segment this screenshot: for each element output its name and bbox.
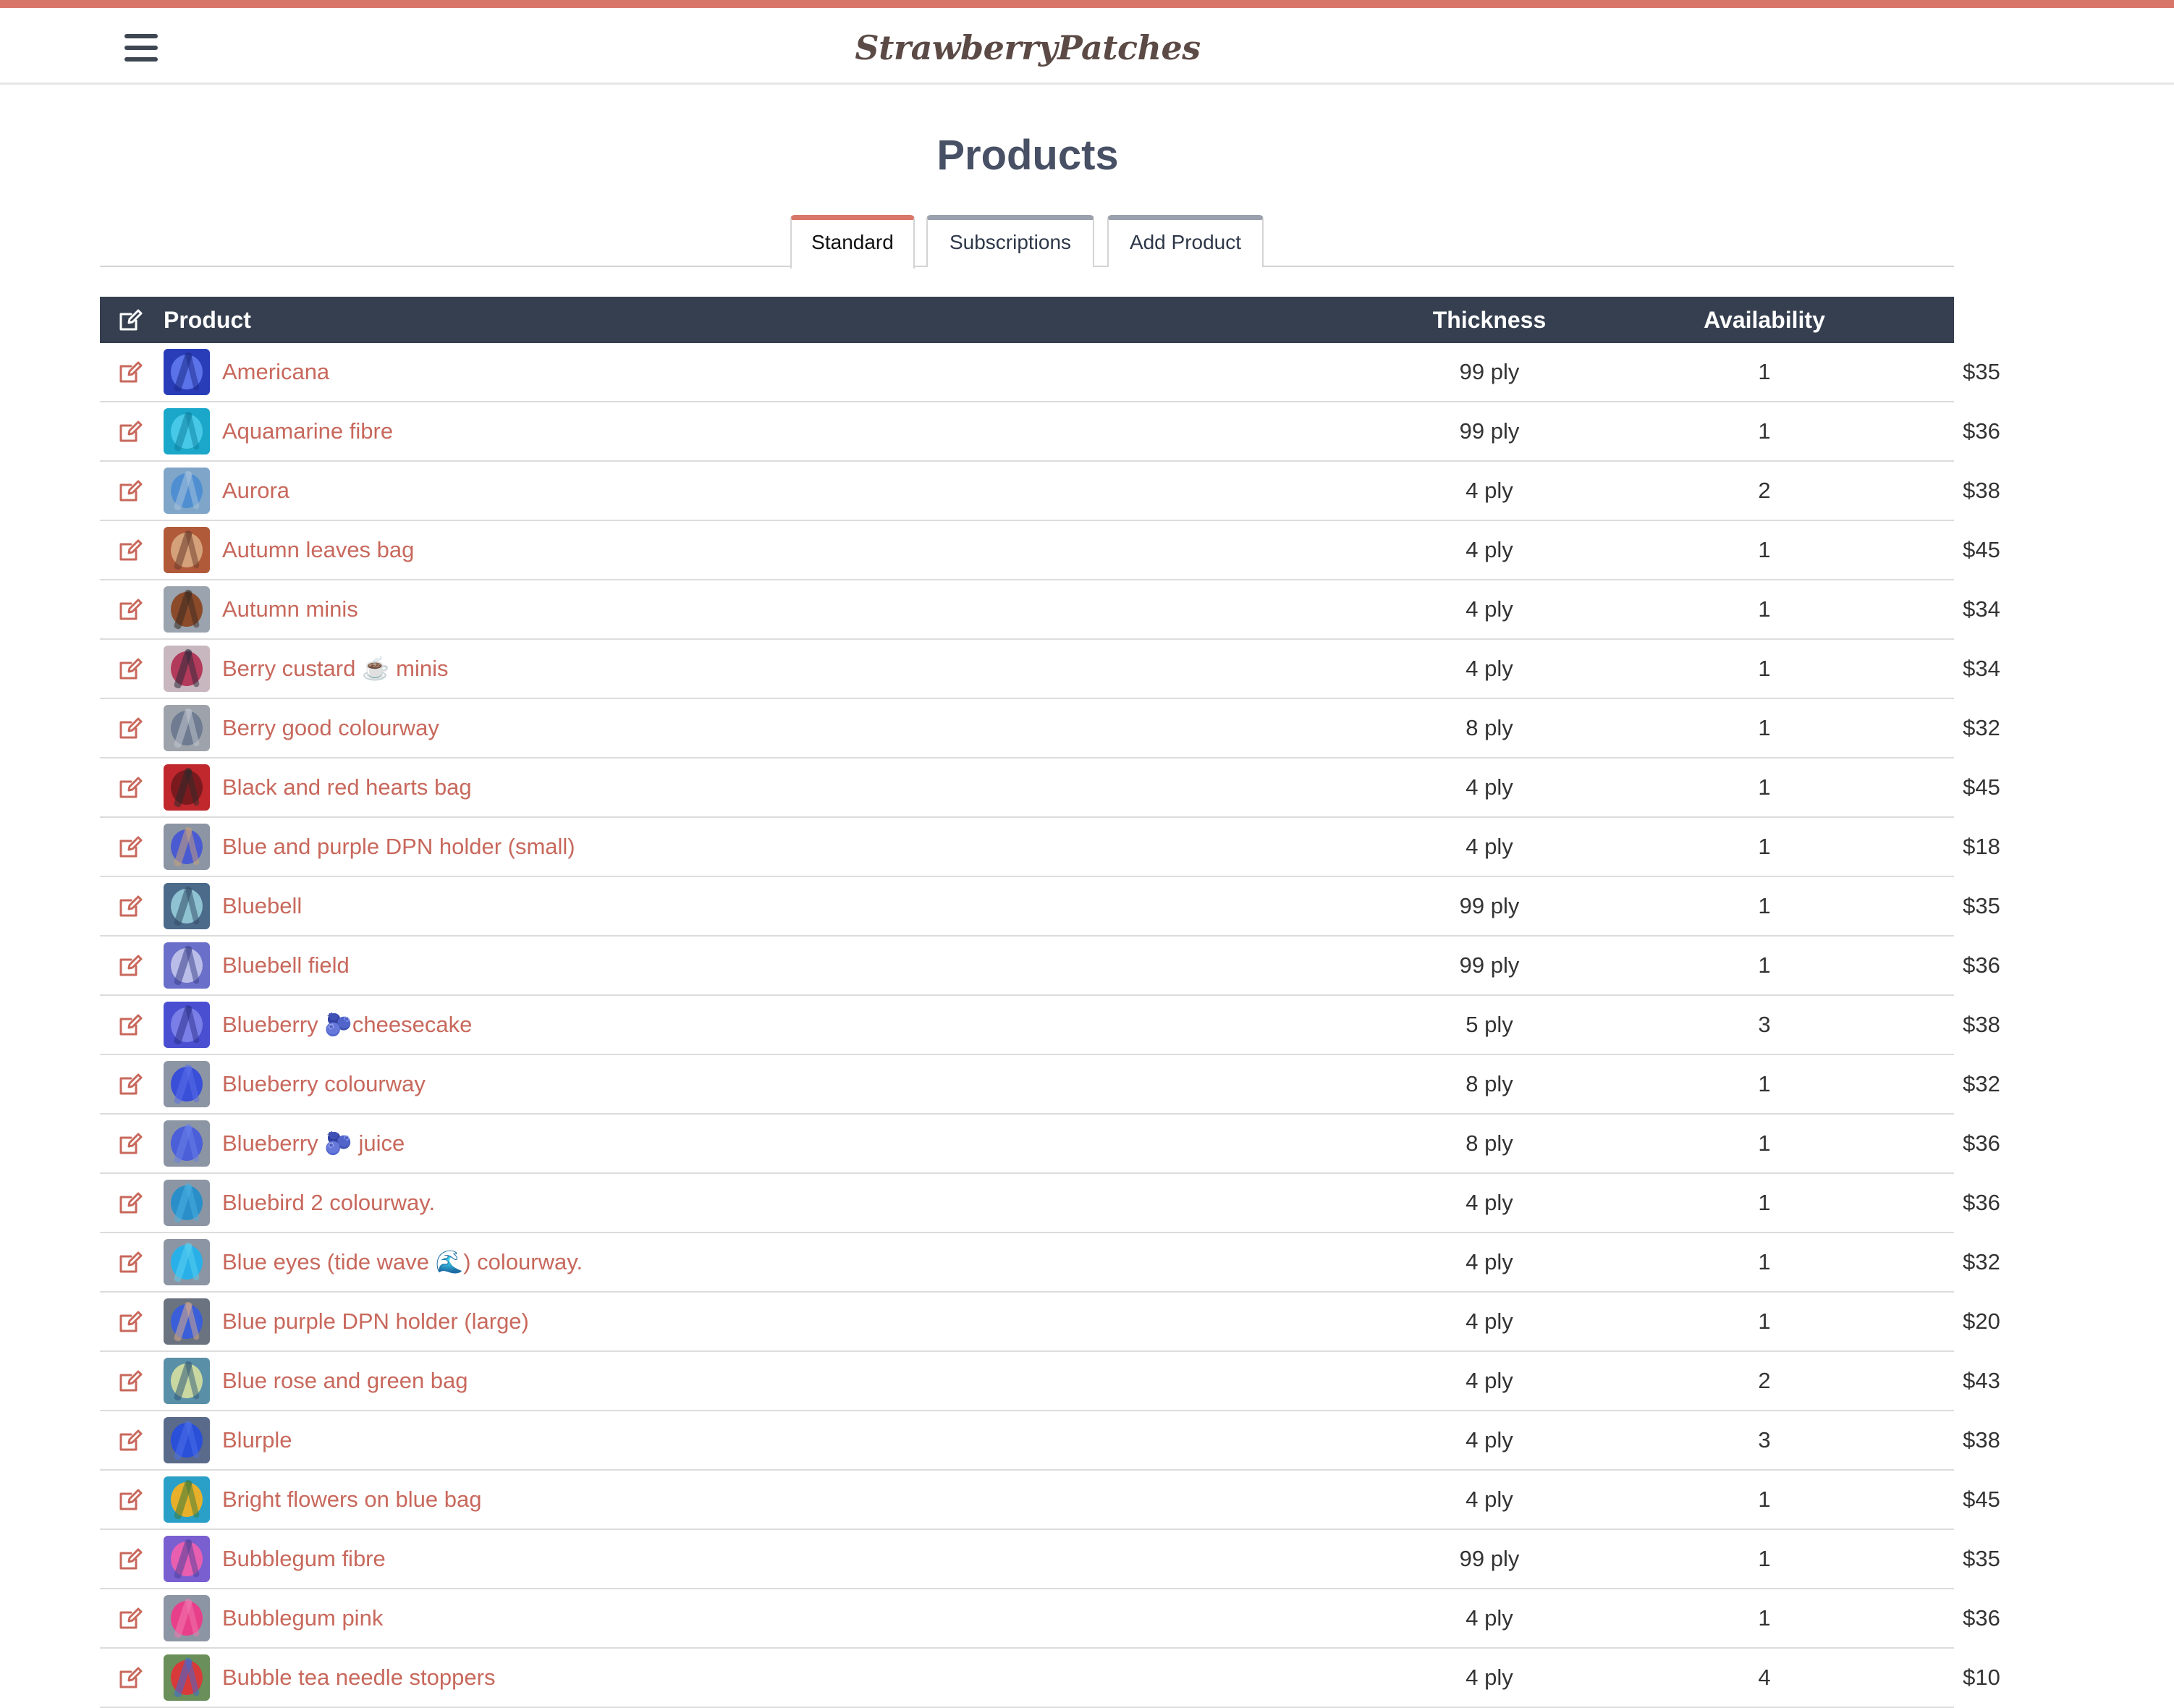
product-name-link[interactable]: Bluebell field xyxy=(222,952,350,978)
price-cell: $43 xyxy=(1963,1368,2000,1393)
thickness-cell: 5 ply xyxy=(1465,1012,1513,1037)
table-row xyxy=(100,1589,2000,1649)
availability-cell: 1 xyxy=(1758,893,1771,918)
tab-standard[interactable]: Standard xyxy=(790,215,915,269)
brand-logo[interactable]: StrawberryPatches xyxy=(855,28,1201,67)
product-thumbnail[interactable] xyxy=(164,349,210,395)
availability-cell: 1 xyxy=(1758,1130,1771,1156)
thickness-cell: 4 ply xyxy=(1465,1190,1513,1215)
table-row xyxy=(100,818,2000,877)
edit-icon[interactable] xyxy=(119,1251,143,1274)
edit-cell xyxy=(100,462,166,520)
thickness-cell: 4 ply xyxy=(1465,1487,1513,1512)
edit-icon xyxy=(119,308,143,331)
availability-cell: 1 xyxy=(1758,596,1771,622)
availability-cell: 1 xyxy=(1758,715,1771,740)
navbar xyxy=(0,8,2174,85)
table-row xyxy=(100,1649,2000,1708)
product-name-link[interactable]: Berry custard ☕️ minis xyxy=(222,656,449,681)
product-name-link[interactable]: Blue rose and green bag xyxy=(222,1368,468,1393)
table-row xyxy=(100,996,2000,1055)
availability-cell: 1 xyxy=(1758,1309,1771,1334)
edit-icon[interactable] xyxy=(119,598,143,621)
table-row xyxy=(100,1293,2000,1352)
price-cell: $32 xyxy=(1963,715,2000,740)
edit-icon[interactable] xyxy=(119,657,143,680)
price-cell: $35 xyxy=(1963,359,2000,384)
product-thumbnail[interactable] xyxy=(164,1239,210,1285)
column-header-product[interactable]: Product xyxy=(164,307,251,333)
thickness-cell: 4 ply xyxy=(1465,478,1513,503)
product-thumbnail[interactable] xyxy=(164,468,210,514)
product-name-link[interactable]: Blueberry 🫐 juice xyxy=(222,1130,405,1156)
table-row xyxy=(100,580,2000,640)
edit-icon[interactable] xyxy=(119,1607,143,1630)
product-thumbnail[interactable] xyxy=(164,1120,210,1167)
price-cell: $36 xyxy=(1963,1190,2000,1215)
edit-cell xyxy=(100,1589,166,1647)
product-thumbnail[interactable] xyxy=(164,1536,210,1582)
product-name-link[interactable]: Blueberry colourway xyxy=(222,1071,426,1096)
edit-cell xyxy=(100,818,166,876)
edit-cell xyxy=(100,877,166,935)
price-cell: $36 xyxy=(1963,1605,2000,1631)
product-name-link[interactable]: Bluebell xyxy=(222,893,303,918)
product-thumbnail[interactable] xyxy=(164,1002,210,1048)
product-name-link[interactable]: Blueberry 🫐cheesecake xyxy=(222,1012,473,1037)
availability-cell: 1 xyxy=(1758,774,1771,800)
thickness-cell: 99 ply xyxy=(1459,1546,1520,1571)
availability-cell: 1 xyxy=(1758,656,1771,681)
availability-cell: 1 xyxy=(1758,418,1771,444)
thickness-cell: 4 ply xyxy=(1465,1605,1513,1631)
edit-cell xyxy=(100,1115,166,1172)
thickness-cell: 99 ply xyxy=(1459,893,1520,918)
table-body xyxy=(100,343,2000,1708)
product-thumbnail[interactable] xyxy=(164,527,210,573)
availability-cell: 1 xyxy=(1758,359,1771,384)
table-row xyxy=(100,877,2000,937)
thickness-cell: 8 ply xyxy=(1465,1130,1513,1156)
edit-icon[interactable] xyxy=(119,895,143,918)
product-name-link[interactable]: Berry good colourway xyxy=(222,715,439,740)
thickness-cell: 8 ply xyxy=(1465,715,1513,740)
availability-cell: 4 xyxy=(1758,1665,1771,1690)
availability-cell: 1 xyxy=(1758,952,1771,978)
table-row xyxy=(100,758,2000,818)
product-thumbnail[interactable] xyxy=(164,1476,210,1523)
edit-cell xyxy=(100,343,166,401)
column-header-price[interactable]: Price xyxy=(1953,307,2010,333)
thickness-cell: 4 ply xyxy=(1465,596,1513,622)
table-row xyxy=(100,640,2000,699)
product-name-link[interactable]: Autumn minis xyxy=(222,596,358,622)
thickness-cell: 4 ply xyxy=(1465,656,1513,681)
availability-cell: 3 xyxy=(1758,1012,1771,1037)
table-row xyxy=(100,1411,2000,1471)
price-cell: $36 xyxy=(1963,418,2000,444)
table-row xyxy=(100,699,2000,758)
edit-icon[interactable] xyxy=(119,835,143,858)
table-row xyxy=(100,402,2000,462)
thickness-cell: 4 ply xyxy=(1465,537,1513,562)
edit-icon[interactable] xyxy=(119,1191,143,1214)
thickness-cell: 99 ply xyxy=(1459,359,1520,384)
page-title: Products xyxy=(936,132,1119,179)
tab-add-product[interactable]: Add Product xyxy=(1107,215,1264,267)
table-row xyxy=(100,521,2000,580)
price-cell: $20 xyxy=(1963,1309,2000,1334)
edit-cell xyxy=(100,1649,166,1707)
product-thumbnail[interactable] xyxy=(164,646,210,692)
price-cell: $36 xyxy=(1963,952,2000,978)
availability-cell: 2 xyxy=(1758,478,1771,503)
edit-cell xyxy=(100,521,166,579)
edit-cell xyxy=(100,937,166,994)
product-name-link[interactable]: Blue eyes (tide wave 🌊) colourway. xyxy=(222,1249,583,1274)
edit-cell xyxy=(100,1352,166,1410)
products-table xyxy=(100,297,2010,1708)
thickness-cell: 4 ply xyxy=(1465,774,1513,800)
edit-icon[interactable] xyxy=(119,716,143,740)
table-row xyxy=(100,1174,2000,1233)
edit-icon[interactable] xyxy=(119,1666,143,1689)
table-row xyxy=(100,1055,2000,1115)
product-thumbnail[interactable] xyxy=(164,1061,210,1107)
column-header-availability[interactable]: Availability xyxy=(1704,307,1825,333)
price-cell: $32 xyxy=(1963,1249,2000,1274)
edit-icon[interactable] xyxy=(119,479,143,502)
table-row xyxy=(100,1530,2000,1589)
product-thumbnail[interactable] xyxy=(164,586,210,633)
edit-cell xyxy=(100,1174,166,1232)
edit-cell xyxy=(100,1530,166,1588)
price-cell: $35 xyxy=(1963,893,2000,918)
product-name-link[interactable]: Bubble tea needle stoppers xyxy=(222,1665,496,1690)
edit-icon[interactable] xyxy=(119,1429,143,1452)
edit-icon[interactable] xyxy=(119,1073,143,1096)
top-accent-bar xyxy=(0,0,2174,8)
product-name-link[interactable]: Blurple xyxy=(222,1427,292,1453)
product-thumbnail[interactable] xyxy=(164,1595,210,1641)
edit-cell xyxy=(100,1471,166,1529)
edit-icon[interactable] xyxy=(119,538,143,562)
edit-icon[interactable] xyxy=(119,1488,143,1511)
edit-cell xyxy=(100,402,166,460)
availability-cell: 1 xyxy=(1758,1487,1771,1512)
thickness-cell: 4 ply xyxy=(1465,1368,1513,1393)
edit-icon[interactable] xyxy=(119,360,143,384)
product-thumbnail[interactable] xyxy=(164,942,210,989)
edit-cell xyxy=(100,699,166,757)
edit-cell xyxy=(100,580,166,638)
price-cell: $45 xyxy=(1963,774,2000,800)
edit-cell xyxy=(100,1233,166,1291)
price-cell: $38 xyxy=(1963,1427,2000,1453)
product-thumbnail[interactable] xyxy=(164,1417,210,1463)
edit-icon[interactable] xyxy=(119,1013,143,1036)
price-cell: $38 xyxy=(1963,478,2000,503)
edit-cell xyxy=(100,1411,166,1469)
thickness-cell: 99 ply xyxy=(1459,418,1520,444)
price-cell: $45 xyxy=(1963,1487,2000,1512)
edit-icon[interactable] xyxy=(119,1369,143,1392)
product-name-link[interactable]: Bright flowers on blue bag xyxy=(222,1487,482,1512)
product-name-link[interactable]: Bubblegum fibre xyxy=(222,1546,386,1571)
price-cell: $32 xyxy=(1963,1071,2000,1096)
edit-icon[interactable] xyxy=(119,420,143,443)
product-thumbnail[interactable] xyxy=(164,1654,210,1701)
product-thumbnail[interactable] xyxy=(164,1180,210,1226)
price-cell: $36 xyxy=(1963,1130,2000,1156)
edit-cell xyxy=(100,640,166,698)
edit-icon[interactable] xyxy=(119,1547,143,1570)
column-header-thickness[interactable]: Thickness xyxy=(1432,307,1547,333)
thickness-cell: 4 ply xyxy=(1465,1665,1513,1690)
product-thumbnail[interactable] xyxy=(164,883,210,929)
hamburger-menu-icon[interactable] xyxy=(124,34,158,62)
edit-cell xyxy=(100,996,166,1054)
tab-subscriptions[interactable]: Subscriptions xyxy=(926,215,1094,267)
edit-icon[interactable] xyxy=(119,1132,143,1155)
thickness-cell: 4 ply xyxy=(1465,1309,1513,1334)
edit-cell xyxy=(100,758,166,816)
availability-cell: 1 xyxy=(1758,1071,1771,1096)
edit-cell xyxy=(100,1293,166,1350)
product-name-link[interactable]: Blue and purple DPN holder (small) xyxy=(222,834,575,859)
product-thumbnail[interactable] xyxy=(164,705,210,751)
price-cell: $45 xyxy=(1963,537,2000,562)
table-row xyxy=(100,1471,2000,1530)
availability-cell: 1 xyxy=(1758,1249,1771,1274)
thickness-cell: 99 ply xyxy=(1459,952,1520,978)
availability-cell: 1 xyxy=(1758,834,1771,859)
thickness-cell: 4 ply xyxy=(1465,834,1513,859)
edit-icon[interactable] xyxy=(119,1310,143,1333)
table-row xyxy=(100,1352,2000,1411)
price-cell: $35 xyxy=(1963,1546,2000,1571)
availability-cell: 1 xyxy=(1758,1605,1771,1631)
table-row xyxy=(100,937,2000,996)
product-name-link[interactable]: Black and red hearts bag xyxy=(222,774,472,800)
thickness-cell: 8 ply xyxy=(1465,1071,1513,1096)
availability-cell: 1 xyxy=(1758,1190,1771,1215)
table-row xyxy=(100,1115,2000,1174)
price-cell: $38 xyxy=(1963,1012,2000,1037)
product-name-link[interactable]: Autumn leaves bag xyxy=(222,537,415,562)
edit-cell xyxy=(100,1055,166,1113)
edit-icon[interactable] xyxy=(119,954,143,977)
product-thumbnail[interactable] xyxy=(164,1298,210,1345)
product-name-link[interactable]: Americana xyxy=(222,359,330,384)
product-name-link[interactable]: Aurora xyxy=(222,478,290,503)
price-cell: $18 xyxy=(1963,834,2000,859)
availability-cell: 1 xyxy=(1758,537,1771,562)
table-row xyxy=(100,1233,2000,1293)
availability-cell: 2 xyxy=(1758,1368,1771,1393)
thickness-cell: 4 ply xyxy=(1465,1249,1513,1274)
product-name-link[interactable]: Blue purple DPN holder (large) xyxy=(222,1309,529,1334)
availability-cell: 1 xyxy=(1758,1546,1771,1571)
table-row xyxy=(100,462,2000,521)
header-edit-cell xyxy=(100,297,166,343)
product-thumbnail[interactable] xyxy=(164,824,210,870)
price-cell: $34 xyxy=(1963,656,2000,681)
product-name-link[interactable]: Bubblegum pink xyxy=(222,1605,384,1631)
product-thumbnail[interactable] xyxy=(164,1358,210,1404)
availability-cell: 3 xyxy=(1758,1427,1771,1453)
product-name-link[interactable]: Bluebird 2 colourway. xyxy=(222,1190,436,1215)
price-cell: $10 xyxy=(1963,1665,2000,1690)
edit-icon[interactable] xyxy=(119,776,143,799)
table-header xyxy=(100,297,2010,343)
product-thumbnail[interactable] xyxy=(164,408,210,455)
price-cell: $34 xyxy=(1963,596,2000,622)
thickness-cell: 4 ply xyxy=(1465,1427,1513,1453)
table-row xyxy=(100,343,2000,402)
product-thumbnail[interactable] xyxy=(164,764,210,811)
product-name-link[interactable]: Aquamarine fibre xyxy=(222,418,394,444)
